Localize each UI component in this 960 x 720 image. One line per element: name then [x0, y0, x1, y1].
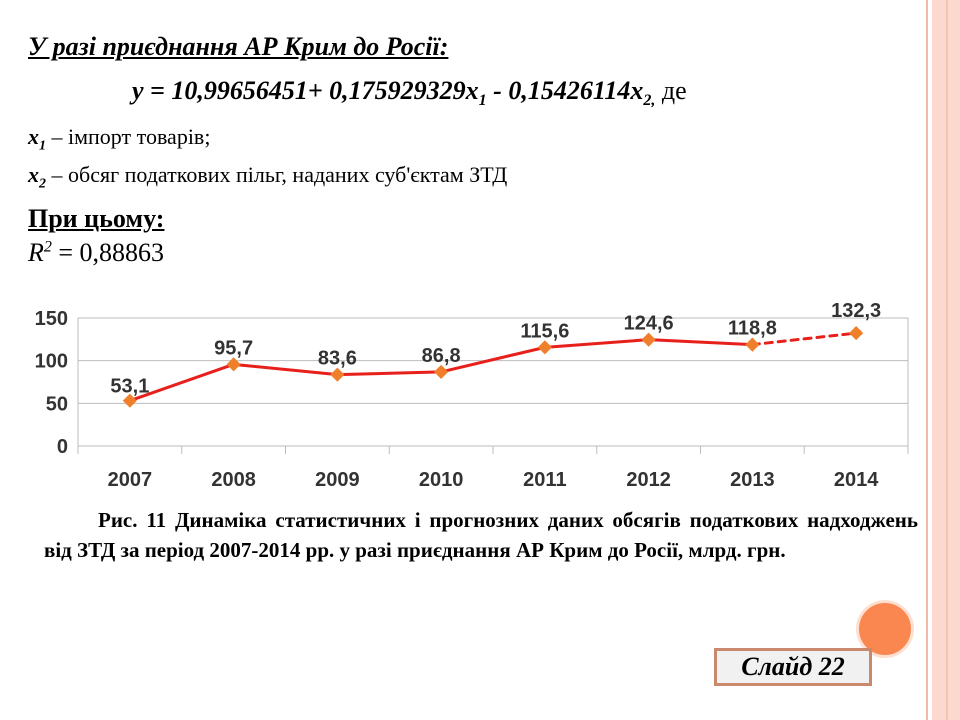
data-label: 115,6: [520, 320, 570, 343]
data-label: 95,7: [214, 337, 254, 360]
data-label: 124,6: [623, 312, 674, 335]
at-that-heading: При цьому:: [28, 204, 165, 233]
x-tick-label: 2011: [523, 469, 567, 491]
x-tick-label: 2007: [107, 469, 153, 491]
data-point-marker: [227, 357, 241, 371]
data-point-marker: [745, 338, 759, 352]
variable-x1-definition: $x_1$ – імпорт товарів;: [28, 124, 211, 154]
slide-number-label: Слайд 22: [714, 648, 872, 686]
y-tick-label: 50: [45, 393, 68, 416]
plot-area-frame: [78, 318, 908, 446]
data-label: 53,1: [110, 375, 150, 398]
y-tick-label: 100: [34, 350, 68, 373]
x-tick-label: 2012: [626, 469, 671, 491]
variable-x2-definition: $x_2$ – обсяг податкових пільг, наданих суб'єктам ЗТД: [28, 162, 508, 192]
right-decor-line: [946, 0, 948, 720]
series-line-segment: [649, 340, 753, 345]
data-point-marker: [538, 340, 552, 354]
figure-caption: Рис. 11 Динаміка статистичних і прогнозних даних обсягів податкових надходжень від ЗТД за період 2007-2014 рр. у разі приєднання АР Крим до Росії, млрд. грн.: [44, 508, 918, 562]
data-point-marker: [849, 326, 863, 340]
regression-equation: $y = 10,99656451+ 0,175929329x_1 - 0,15426114x_{2,}$ де: [132, 76, 687, 110]
slide-title: У разі приєднання АР Крим до Росії:: [28, 32, 449, 61]
x-tick-label: 2010: [418, 469, 464, 491]
x-tick-label: 2014: [833, 469, 879, 491]
data-label: 86,8: [421, 344, 461, 367]
data-label: 132,3: [831, 300, 882, 323]
x-tick-label: 2013: [730, 469, 775, 491]
data-label: 83,6: [317, 347, 357, 370]
data-point-marker: [642, 333, 656, 347]
y-tick-label: 150: [34, 308, 68, 330]
series-line-segment: [337, 372, 441, 375]
tax-revenue-line-chart: [0, 290, 930, 495]
x-tick-label: 2009: [315, 469, 360, 491]
data-point-marker: [330, 368, 344, 382]
data-label: 118,8: [727, 317, 777, 340]
y-tick-label: 0: [56, 436, 68, 458]
data-point-marker: [434, 365, 448, 379]
x-tick-label: 2008: [211, 469, 256, 491]
r-squared-value: $R^2 = 0,88863$: [28, 238, 165, 267]
